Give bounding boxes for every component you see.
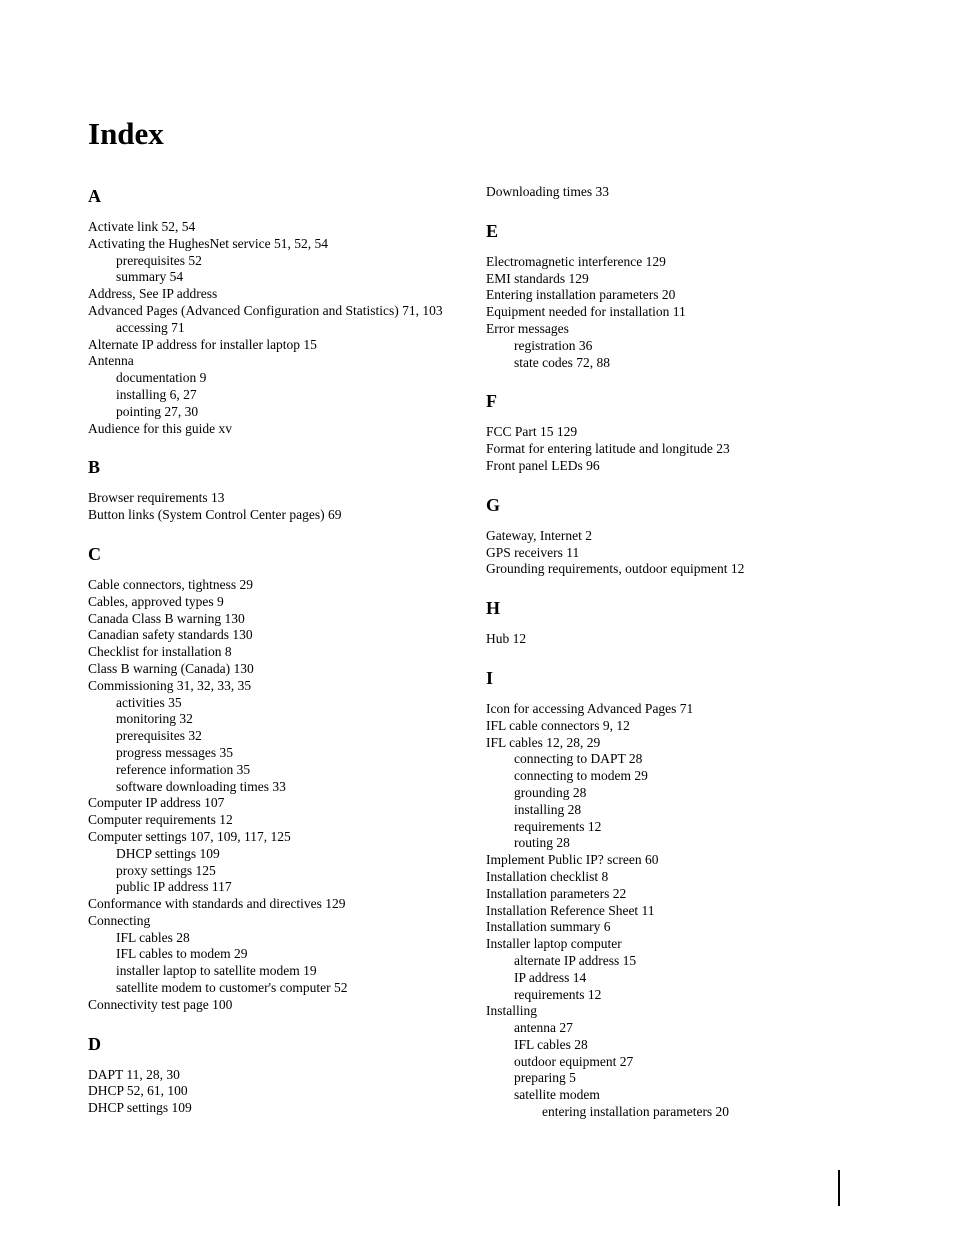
- index-subentry: proxy settings 125: [116, 862, 216, 878]
- index-entry: Cable connectors, tightness 29: [88, 576, 253, 592]
- index-entry: Electromagnetic interference 129: [486, 253, 666, 269]
- index-subentry: prerequisites 32: [116, 728, 202, 744]
- index-entry: Installation checklist 8: [486, 868, 609, 884]
- index-entry: Address, See IP address: [88, 286, 218, 302]
- section-letter: C: [88, 543, 101, 564]
- index-subentry: summary 54: [116, 269, 184, 285]
- section-letter: I: [486, 667, 494, 688]
- index-entry: Error messages: [486, 320, 569, 336]
- index-entry: Implement Public IP? screen 60: [486, 852, 659, 868]
- index-entry: GPS receivers 11: [486, 544, 580, 560]
- index-column-left: [88, 184, 488, 1135]
- section-letter: B: [88, 457, 101, 478]
- index-subentry: public IP address 117: [116, 879, 232, 895]
- index-subentry: requirements 12: [514, 818, 602, 834]
- index-entry: Equipment needed for installation 11: [486, 304, 686, 320]
- index-subentry: routing 28: [514, 835, 570, 851]
- section-letter: G: [486, 494, 501, 515]
- index-entry: Computer requirements 12: [88, 812, 233, 828]
- index-section: [88, 1032, 488, 1117]
- section-letter: A: [88, 186, 101, 206]
- index-entry: Gateway, Internet 2: [486, 527, 592, 543]
- index-subentry: connecting to modem 29: [514, 768, 648, 784]
- index-section: [486, 666, 886, 1121]
- index-entry: Hub 12: [486, 631, 527, 647]
- index-entry: Class B warning (Canada) 130: [88, 660, 254, 676]
- index-entry: Checklist for installation 8: [88, 644, 232, 660]
- index-subentry: IFL cables 28: [514, 1036, 588, 1052]
- index-section: [88, 542, 488, 1014]
- index-section: [486, 219, 886, 372]
- index-subentry: registration 36: [514, 337, 593, 353]
- index-entry: Button links (System Control Center pages) 69: [88, 507, 342, 523]
- index-section: [486, 389, 886, 474]
- index-subentry: alternate IP address 15: [514, 952, 637, 968]
- index-section: [88, 455, 488, 524]
- index-entry: Cables, approved types 9: [88, 593, 224, 609]
- section-letter: H: [486, 598, 501, 619]
- index-subentry: monitoring 32: [116, 711, 193, 727]
- index-entry: FCC Part 15 129: [486, 424, 578, 440]
- index-subentry: DHCP settings 109: [116, 845, 220, 861]
- index-subentry: installing 28: [514, 801, 582, 817]
- index-section: [486, 596, 886, 648]
- index-subentry: satellite modem: [514, 1087, 600, 1103]
- index-entry: Installing: [486, 1003, 537, 1019]
- index-subentry: preparing 5: [514, 1070, 576, 1086]
- index-subentry: installing 6, 27: [116, 386, 197, 402]
- section-letter: E: [486, 220, 499, 241]
- index-entry: Browser requirements 13: [88, 490, 225, 506]
- index-entry: Entering installation parameters 20: [486, 287, 676, 303]
- index-subentry: installer laptop to satellite modem 19: [116, 963, 317, 979]
- index-entry: Computer settings 107, 109, 117, 125: [88, 828, 291, 844]
- index-entry: Computer IP address 107: [88, 795, 225, 811]
- index-entry: Icon for accessing Advanced Pages 71: [486, 700, 694, 716]
- index-subentry: requirements 12: [514, 986, 602, 1002]
- index-section: [486, 184, 886, 201]
- index-entry: Format for entering latitude and longitude 23: [486, 441, 730, 457]
- index-entry: Alternate IP address for installer laptop 15: [88, 336, 317, 352]
- index-entry: DHCP 52, 61, 100: [88, 1083, 188, 1099]
- index-entry: Connectivity test page 100: [88, 996, 233, 1012]
- index-entry: Downloading times 33: [486, 184, 609, 199]
- index-entry: Installer laptop computer: [486, 936, 622, 952]
- index-entry: DAPT 11, 28, 30: [88, 1066, 180, 1082]
- page-edge-rule: [838, 1170, 840, 1206]
- index-entry: Audience for this guide xv: [88, 420, 232, 436]
- index-entry: Grounding requirements, outdoor equipment 12: [486, 561, 745, 577]
- index-subentry: pointing 27, 30: [116, 403, 199, 419]
- index-entry: Canadian safety standards 130: [88, 627, 253, 643]
- index-entry: Installation parameters 22: [486, 885, 627, 901]
- index-subentry: documentation 9: [116, 370, 207, 386]
- index-subentry: software downloading times 33: [116, 778, 286, 794]
- index-subentry: IFL cables to modem 29: [116, 946, 248, 962]
- index-entry: Advanced Pages (Advanced Configuration and Statistics) 71, 103: [88, 302, 443, 318]
- index-column-right: [486, 184, 886, 1139]
- index-subentry: activities 35: [116, 694, 182, 710]
- index-subentry: satellite modem to customer's computer 52: [116, 980, 348, 996]
- index-entry: Antenna: [88, 353, 134, 369]
- index-entry: IFL cables 12, 28, 29: [486, 734, 601, 750]
- index-subentry: grounding 28: [514, 784, 587, 800]
- index-subentry: antenna 27: [514, 1020, 573, 1036]
- index-entry: Installation Reference Sheet 11: [486, 902, 655, 918]
- index-subentry: state codes 72, 88: [514, 354, 610, 370]
- index-entry: Front panel LEDs 96: [486, 457, 600, 473]
- index-subentry: accessing 71: [116, 319, 185, 335]
- index-section: [486, 493, 886, 578]
- index-section: [88, 184, 488, 437]
- index-subentry: progress messages 35: [116, 744, 233, 760]
- index-subentry: reference information 35: [116, 761, 251, 777]
- section-letter: F: [486, 391, 497, 412]
- index-subentry: IFL cables 28: [116, 929, 190, 945]
- index-subentry: outdoor equipment 27: [514, 1053, 634, 1069]
- index-entry: Activating the HughesNet service 51, 52, 54: [88, 235, 328, 251]
- index-subentry: entering installation parameters 20: [542, 1104, 730, 1120]
- index-entry: Activate link 52, 54: [88, 219, 196, 234]
- index-subentry: IP address 14: [514, 969, 587, 985]
- index-entry: Commissioning 31, 32, 33, 35: [88, 677, 252, 693]
- index-subentry: prerequisites 52: [116, 252, 202, 268]
- index-entry: Installation summary 6: [486, 919, 611, 935]
- index-entry: EMI standards 129: [486, 270, 589, 286]
- index-entry: Canada Class B warning 130: [88, 610, 245, 626]
- index-entry: Conformance with standards and directives 129: [88, 896, 346, 912]
- index-subentry: connecting to DAPT 28: [514, 751, 643, 767]
- index-entry: IFL cable connectors 9, 12: [486, 717, 630, 733]
- section-letter: D: [88, 1033, 101, 1054]
- page-title: Index: [88, 116, 164, 151]
- index-entry: Connecting: [88, 912, 151, 928]
- index-entry: DHCP settings 109: [88, 1100, 192, 1116]
